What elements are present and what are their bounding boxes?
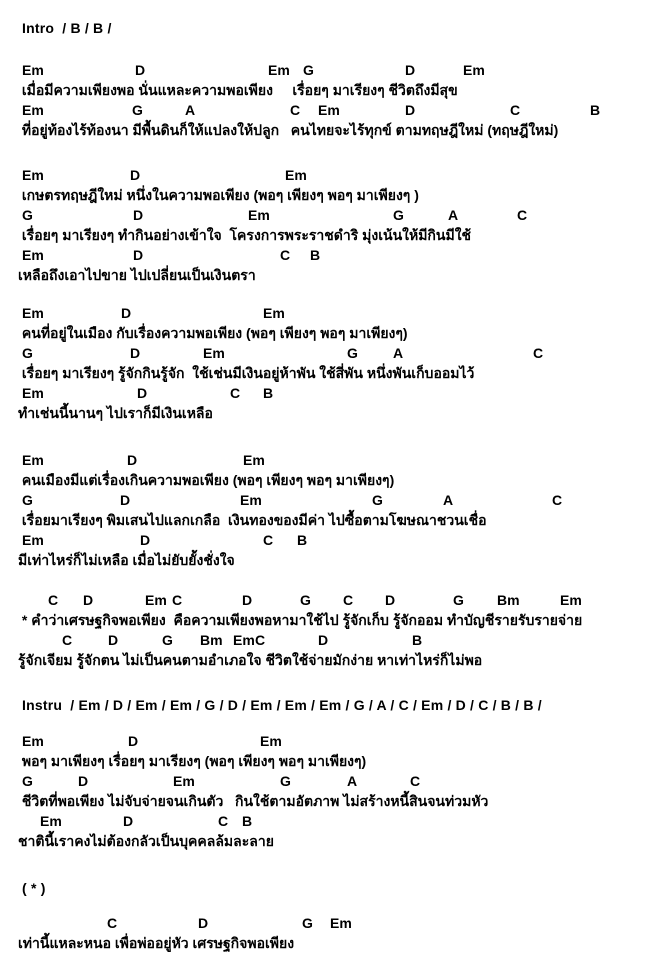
chord-symbol: Em [22, 385, 44, 401]
chord-symbol: C [552, 492, 563, 508]
section-gap [0, 898, 648, 913]
chord-symbol: G [300, 592, 311, 608]
chord-symbol: C [517, 207, 528, 223]
chord-line [0, 731, 648, 751]
chord-line [0, 245, 648, 265]
chord-line [0, 490, 648, 510]
chord-symbol: A [393, 345, 404, 361]
chord-symbol: Em [22, 452, 44, 468]
chord-symbol: C [62, 632, 73, 648]
chord-symbol: D [133, 247, 144, 263]
chord-symbol: C [107, 915, 118, 931]
chord-symbol: C [48, 592, 59, 608]
chord-symbol: D [121, 305, 132, 321]
chord-symbol: G [22, 773, 33, 789]
chord-symbol: Em [260, 733, 282, 749]
chord-symbol: D [78, 773, 89, 789]
chord-symbol: D [130, 167, 141, 183]
section-gap [0, 285, 648, 303]
chord-symbol: C [263, 532, 274, 548]
chord-symbol: Em [203, 345, 225, 361]
chord-line [0, 530, 648, 550]
chord-symbol: G [302, 915, 313, 931]
chord-symbol: C [255, 632, 266, 648]
chord-symbol: C [410, 773, 421, 789]
chord-symbol: B [263, 385, 274, 401]
chord-line [0, 303, 648, 323]
chord-symbol: Em [22, 532, 44, 548]
chord-symbol: Em [263, 305, 285, 321]
chord-symbol: D [137, 385, 148, 401]
section-label: Intro / B / B / [22, 20, 112, 36]
chord-symbol: G [162, 632, 173, 648]
chord-symbol: C [280, 247, 291, 263]
chord-symbol: D [242, 592, 253, 608]
chord-symbol: D [128, 733, 139, 749]
chord-symbol: Em [233, 632, 255, 648]
chord-line [0, 60, 648, 80]
chord-symbol: D [108, 632, 119, 648]
chord-symbol: D [127, 452, 138, 468]
section-gap [0, 423, 648, 450]
chord-symbol: C [343, 592, 354, 608]
chord-symbol: C [230, 385, 241, 401]
chord-symbol: B [242, 813, 253, 829]
section-gap [0, 851, 648, 878]
chord-symbol: Em [22, 167, 44, 183]
chord-symbol: Em [330, 915, 352, 931]
chord-symbol: Em [463, 62, 485, 78]
section-gap [0, 670, 648, 695]
chord-symbol: Bm [497, 592, 520, 608]
lyric-line: เมื่อมีความเพียงพอ นั่นแหละความพอเพียง เรื่อยๆ มาเรียงๆ ชีวิตถึงมีสุข [18, 82, 458, 98]
chord-symbol: Em [285, 167, 307, 183]
lyric-line: คนเมืองมีแต่เรื่องเกินความพอเพียง (พอๆ เพียงๆ พอๆ มาเพียงๆ) [18, 472, 395, 488]
chord-symbol: G [303, 62, 314, 78]
chord-symbol: A [448, 207, 459, 223]
chord-symbol: D [135, 62, 146, 78]
chord-symbol: D [130, 345, 141, 361]
chord-symbol: D [385, 592, 396, 608]
chord-symbol: B [590, 102, 601, 118]
chord-symbol: D [133, 207, 144, 223]
chord-symbol: D [140, 532, 151, 548]
chord-line [0, 205, 648, 225]
chord-symbol: D [405, 62, 416, 78]
section-gap [0, 715, 648, 731]
lyric-line: พอๆ มาเพียงๆ เรื่อยๆ มาเรียงๆ (พอๆ เพียงๆ พอๆ มาเพียงๆ) [18, 753, 367, 769]
chord-symbol: G [22, 492, 33, 508]
chord-line [0, 100, 648, 120]
chord-symbol: Em [40, 813, 62, 829]
chord-line [0, 771, 648, 791]
chord-symbol: Em [22, 305, 44, 321]
chord-line [0, 913, 648, 933]
lyric-line: ที่อยู่ท้องไร้ท้องนา มีพื้นดินก็ให้แปลงให้ปลูก คนไทยจะไร้ทุกข์ ตามทฤษฎีใหม่ (ทฤษฎีใหม่) [18, 122, 559, 138]
chord-symbol: C [533, 345, 544, 361]
chord-symbol: C [290, 102, 301, 118]
chord-symbol: Em [22, 62, 44, 78]
chord-line [0, 450, 648, 470]
chord-symbol: G [280, 773, 291, 789]
chord-symbol: Em [268, 62, 290, 78]
lyric-line: เรื่อยๆ มาเรียงๆ ทำกินอย่างเข้าใจ โครงการพระราชดำริ มุ่งเน้นให้มีกินมีใช้ [18, 227, 472, 243]
chord-symbol: D [83, 592, 94, 608]
chord-symbol: D [318, 632, 329, 648]
lyric-line: * คำว่าเศรษฐกิจพอเพียง คือความเพียงพอหามาใช้ไป รู้จักเก็บ รู้จักออม ทำบัญชีรายรับรายจ่าย [18, 612, 583, 628]
chord-line [0, 590, 648, 610]
chord-line [0, 165, 648, 185]
lyric-line: รู้จักเจียม รู้จักตน ไม่เป็นคนตามอำเภอใจ ชีวิตใช้จ่ายมักง่าย หาเท่าไหร่ก็ไม่พอ [18, 652, 483, 668]
chord-symbol: Em [145, 592, 167, 608]
chord-symbol: D [198, 915, 209, 931]
chord-sheet-lines [0, 18, 648, 953]
lyric-line: ชาตินี้เราคงไม่ต้องกลัวเป็นบุคคลล้มละลาย [18, 833, 274, 849]
lyric-line: ชีวิตที่พอเพียง ไม่จับจ่ายจนเกินตัว กินใช้ตามอัตภาพ ไม่สร้างหนี้สินจนท่วมหัว [18, 793, 489, 809]
chord-symbol: Bm [200, 632, 223, 648]
chord-symbol: Em [240, 492, 262, 508]
chord-symbol: Em [243, 452, 265, 468]
section-gap [0, 570, 648, 590]
chord-symbol: C [510, 102, 521, 118]
chord-symbol: Em [560, 592, 582, 608]
lyric-line: คนที่อยู่ในเมือง กับเรื่องความพอเพียง (พอๆ เพียงๆ พอๆ มาเพียงๆ) [18, 325, 408, 341]
section-label: Instru / Em / D / Em / Em / G / D / Em / Em / Em / G / A / C / Em / D / C / B / B / [22, 697, 542, 713]
lyric-line: เหลือถึงเอาไปขาย ไปเปลี่ยนเป็นเงินตรา [18, 267, 256, 283]
chord-symbol: G [22, 345, 33, 361]
chord-symbol: B [412, 632, 423, 648]
chord-symbol: A [185, 102, 196, 118]
lyric-line: เกษตรทฤษฎีใหม่ หนึ่งในความพอเพียง (พอๆ เพียงๆ พอๆ มาเพียงๆ ) [18, 187, 419, 203]
chord-symbol: D [123, 813, 134, 829]
lyric-line: เรื่อยมาเรียงๆ พิมเสนไปแลกเกลือ เงินทองของมีค่า ไปซื้อตามโฆษณาชวนเชื่อ [18, 512, 487, 528]
chord-symbol: B [310, 247, 321, 263]
lyric-line: เรื่อยๆ มาเรียงๆ รู้จักกินรู้จัก ใช้เช่นมีเงินอยู่ห้าพัน ใช้สี่พัน หนึ่งพันเก็บออมไว้ [18, 365, 475, 381]
chord-symbol: C [218, 813, 229, 829]
chord-symbol: D [405, 102, 416, 118]
lyric-line: ทำเช่นนี้นานๆ ไปเราก็มีเงินเหลือ [18, 405, 213, 421]
section-gap [0, 140, 648, 165]
chord-symbol: B [297, 532, 308, 548]
chord-line [0, 383, 648, 403]
chord-symbol: C [172, 592, 183, 608]
chord-symbol: G [22, 207, 33, 223]
chord-symbol: G [347, 345, 358, 361]
chord-symbol: Em [248, 207, 270, 223]
chord-symbol: Em [173, 773, 195, 789]
chord-line [0, 630, 648, 650]
chord-symbol: Em [22, 247, 44, 263]
chord-symbol: D [120, 492, 131, 508]
section-gap [0, 38, 648, 60]
section-label: ( * ) [22, 880, 46, 896]
chord-line [0, 811, 648, 831]
chord-symbol: Em [318, 102, 340, 118]
lyric-line: เท่านี้แหละหนอ เพื่อพ่ออยู่หัว เศรษฐกิจพอเพียง [18, 935, 295, 951]
chord-symbol: Em [22, 733, 44, 749]
chord-symbol: G [393, 207, 404, 223]
chord-symbol: A [347, 773, 358, 789]
chord-symbol: A [443, 492, 454, 508]
chord-line [0, 343, 648, 363]
chord-symbol: G [453, 592, 464, 608]
chord-symbol: G [372, 492, 383, 508]
chord-symbol: Em [22, 102, 44, 118]
chord-symbol: G [132, 102, 143, 118]
lyric-line: มีเท่าไหร่ก็ไม่เหลือ เมื่อไม่ยับยั้งชั่งใจ [18, 552, 235, 568]
